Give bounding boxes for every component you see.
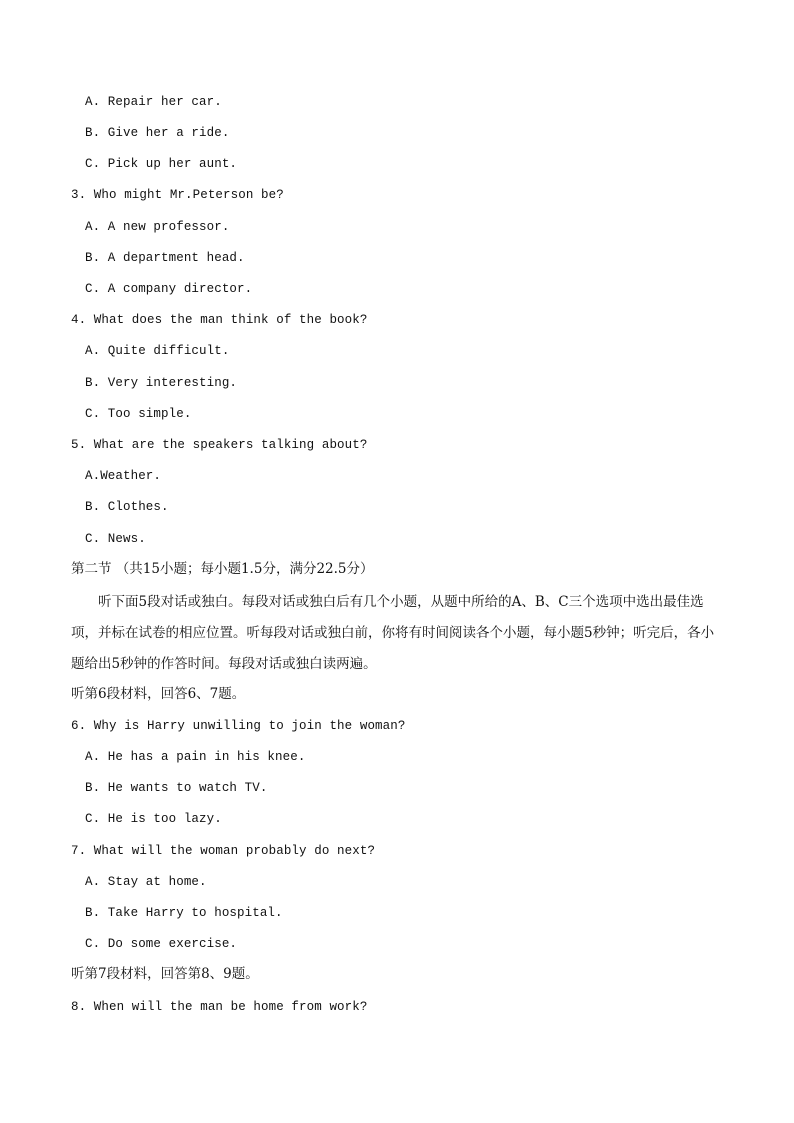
q6-option-a: A. He has a pain in his knee.: [85, 750, 306, 764]
q6-question: 6. Why is Harry unwilling to join the woman?: [71, 719, 406, 733]
q6-option-b: B. He wants to watch TV.: [85, 781, 268, 795]
material7-label: 听第7段材料，回答第8、9题。: [71, 966, 259, 982]
q5-option-c: C. News.: [85, 532, 146, 546]
q5-option-a: A.Weather.: [85, 469, 162, 483]
q6-option-c: C. He is too lazy.: [85, 812, 222, 826]
section2-heading: 第二节 （共15小题；每小题1.5分，满分22.5分）: [71, 561, 374, 577]
q2-option-c: C. Pick up her aunt.: [85, 157, 238, 171]
q2-option-a: A. Repair her car.: [85, 95, 222, 109]
q3-option-b: B. A department head.: [85, 251, 245, 265]
q7-question: 7. What will the woman probably do next?: [71, 844, 376, 858]
q8-question: 8. When will the man be home from work?: [71, 1000, 368, 1014]
q2-option-b: B. Give her a ride.: [85, 126, 230, 140]
q5-question: 5. What are the speakers talking about?: [71, 438, 368, 452]
q7-option-a: A. Stay at home.: [85, 875, 207, 889]
q7-option-b: B. Take Harry to hospital.: [85, 906, 283, 920]
q4-question: 4. What does the man think of the book?: [71, 313, 368, 327]
q4-option-b: B. Very interesting.: [85, 376, 238, 390]
q3-option-a: A. A new professor.: [85, 220, 230, 234]
material6-label: 听第6段材料，回答6、7题。: [71, 686, 246, 702]
q5-option-b: B. Clothes.: [85, 500, 169, 514]
q3-question: 3. Who might Mr.Peterson be?: [71, 188, 284, 202]
section2-instructions: 听下面5段对话或独白。每段对话或独白后有几个小题，从题中所给的A、B、C三个选项中选出最佳选项，并标在试卷的相应位置。听每段对话或独白前，你将有时间阅读各个小题，每小题5秒钟；听完后，各小题给出5秒钟的作答时间。每段对话或独白读两遍。: [71, 594, 715, 672]
q4-option-a: A. Quite difficult.: [85, 344, 230, 358]
q3-option-c: C. A company director.: [85, 282, 253, 296]
q4-option-c: C. Too simple.: [85, 407, 192, 421]
q7-option-c: C. Do some exercise.: [85, 937, 238, 951]
